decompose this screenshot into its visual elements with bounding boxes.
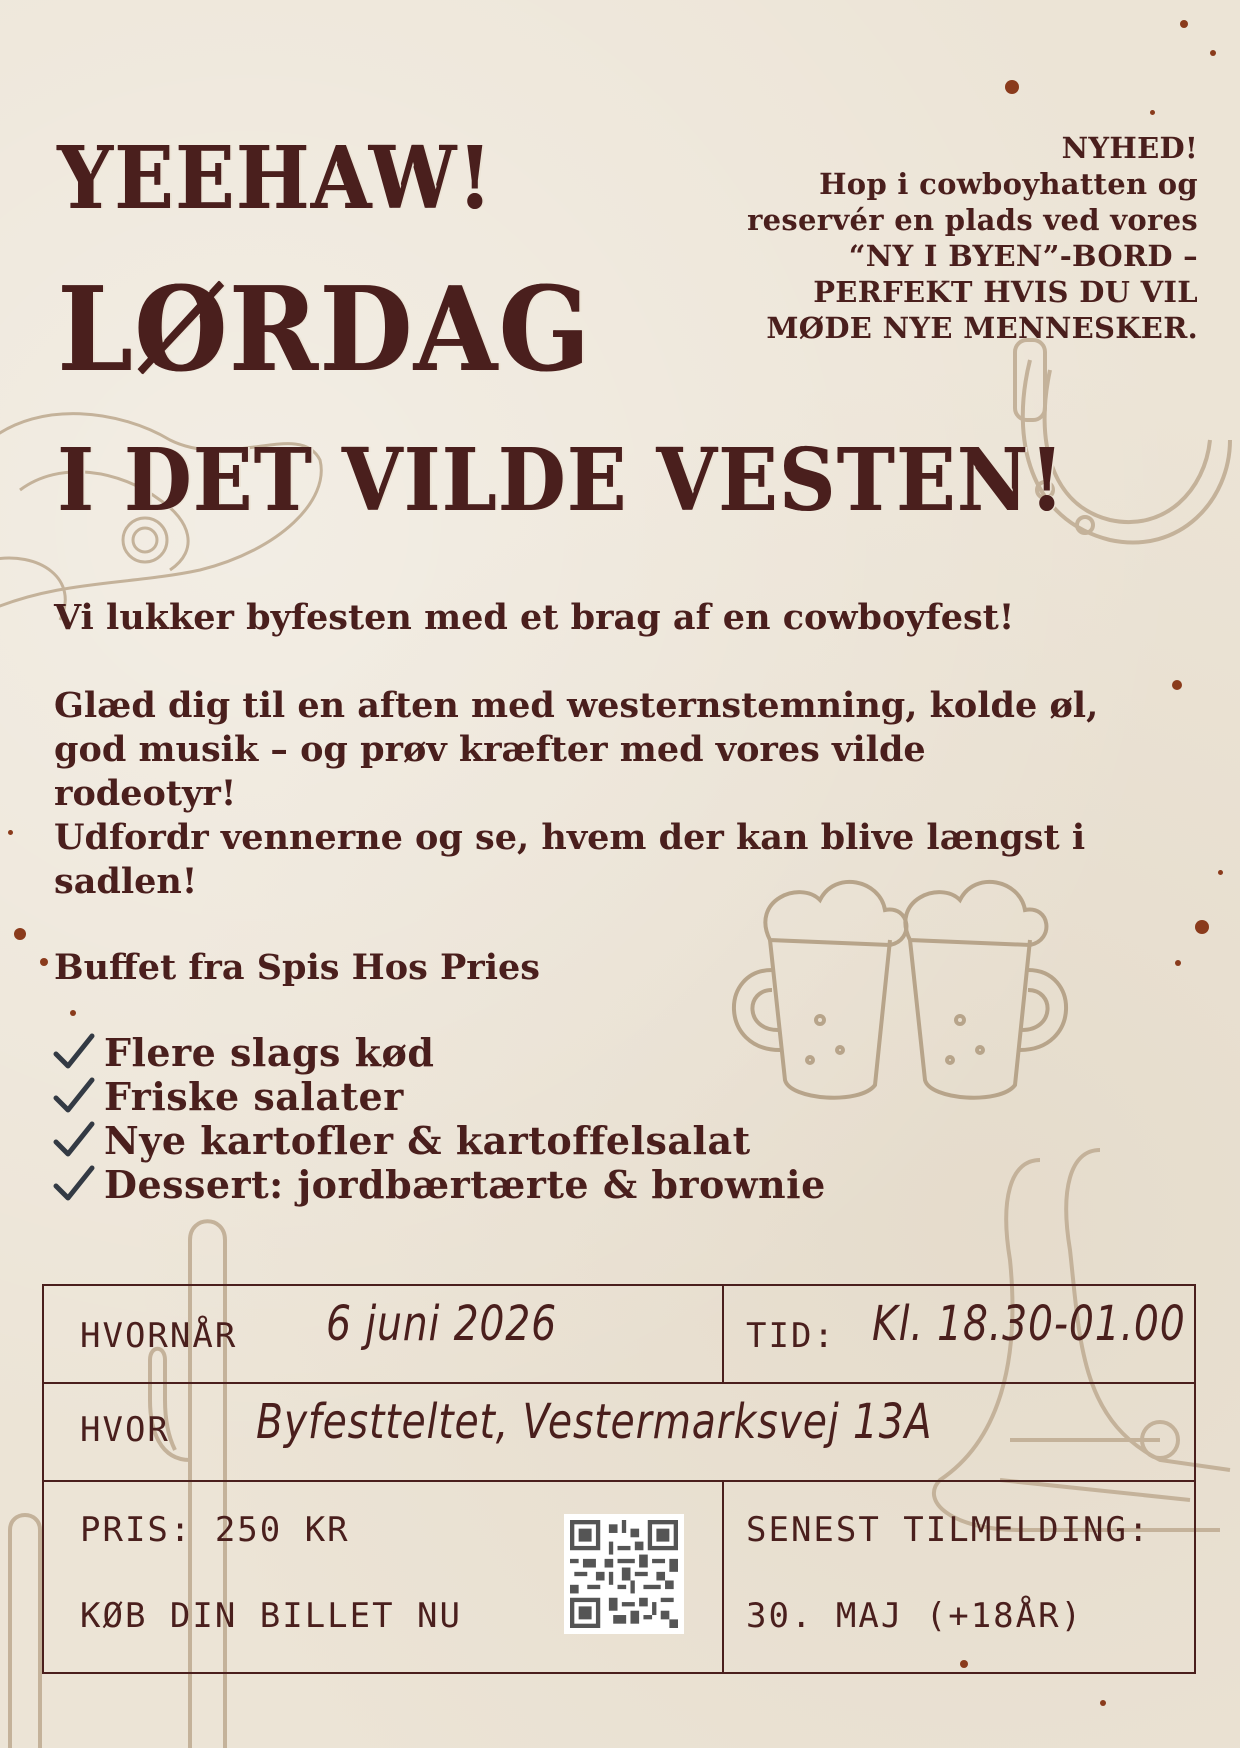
menu-item-label: Nye kartofler & kartoffelsalat — [104, 1117, 751, 1163]
time-value: Kl. 18.30-01.00 — [872, 1296, 1186, 1352]
list-item — [52, 1074, 826, 1118]
nyhed-line: reservér en plads ved vores — [747, 203, 1198, 237]
table-divider — [722, 1286, 724, 1382]
check-icon — [52, 1118, 96, 1162]
buy-ticket-label: KØB DIN BILLET NU — [80, 1596, 462, 1636]
details-line: Udfordr vennerne og se, hvem der kan blive længst i — [54, 817, 1086, 858]
list-item — [52, 1162, 826, 1206]
event-info-table — [42, 1284, 1196, 1674]
deadline-label: SENEST TILMELDING: — [746, 1510, 1151, 1550]
headline-lordag: LØRDAG — [58, 262, 593, 398]
table-divider — [44, 1382, 1194, 1384]
when-value: 6 juni 2026 — [326, 1296, 558, 1352]
headline-yeehaw: YEEHAW! — [58, 128, 495, 229]
list-item — [52, 1118, 826, 1162]
qr-code[interactable] — [564, 1514, 684, 1634]
table-divider — [722, 1480, 724, 1674]
check-icon — [52, 1162, 96, 1206]
check-icon — [52, 1074, 96, 1118]
details-line: sadlen! — [54, 861, 198, 902]
buffet-title: Buffet fra Spis Hos Pries — [54, 947, 541, 988]
where-label: HVOR — [80, 1410, 170, 1450]
event-details — [54, 684, 1194, 904]
buffet-menu-list — [52, 1030, 826, 1206]
time-label: TID: — [746, 1316, 836, 1356]
details-line: god musik – og prøv kræfter med vores vilde — [54, 729, 926, 770]
nyhed-line: Hop i cowboyhatten og — [819, 167, 1198, 201]
list-item — [52, 1030, 826, 1074]
deadline-value: 30. MAJ (+18ÅR) — [746, 1596, 1084, 1636]
nyhed-line: “NY I BYEN”-BORD – — [848, 239, 1198, 273]
details-line: rodeotyr! — [54, 773, 237, 814]
table-divider — [44, 1480, 1194, 1482]
headline-vilde-vesten: I DET VILDE VESTEN! — [58, 430, 1067, 531]
nyhed-announcement — [678, 130, 1198, 346]
when-label: HVORNÅR — [80, 1316, 238, 1356]
details-line: Glæd dig til en aften med westernstemning, kolde øl, — [54, 685, 1099, 726]
where-value: Byfestteltet, Vestermarksvej 13A — [256, 1394, 933, 1450]
price-label: PRIS: 250 KR — [80, 1510, 350, 1550]
intro-text: Vi lukker byfesten med et brag af en cowboyfest! — [54, 597, 1015, 638]
menu-item-label: Flere slags kød — [104, 1029, 435, 1075]
nyhed-line: PERFEKT HVIS DU VIL — [813, 275, 1198, 309]
nyhed-line: NYHED! — [1061, 131, 1198, 165]
menu-item-label: Dessert: jordbærtærte & brownie — [104, 1161, 826, 1207]
nyhed-line: MØDE NYE MENNESKER. — [766, 311, 1198, 345]
menu-item-label: Friske salater — [104, 1073, 404, 1119]
check-icon — [52, 1030, 96, 1074]
